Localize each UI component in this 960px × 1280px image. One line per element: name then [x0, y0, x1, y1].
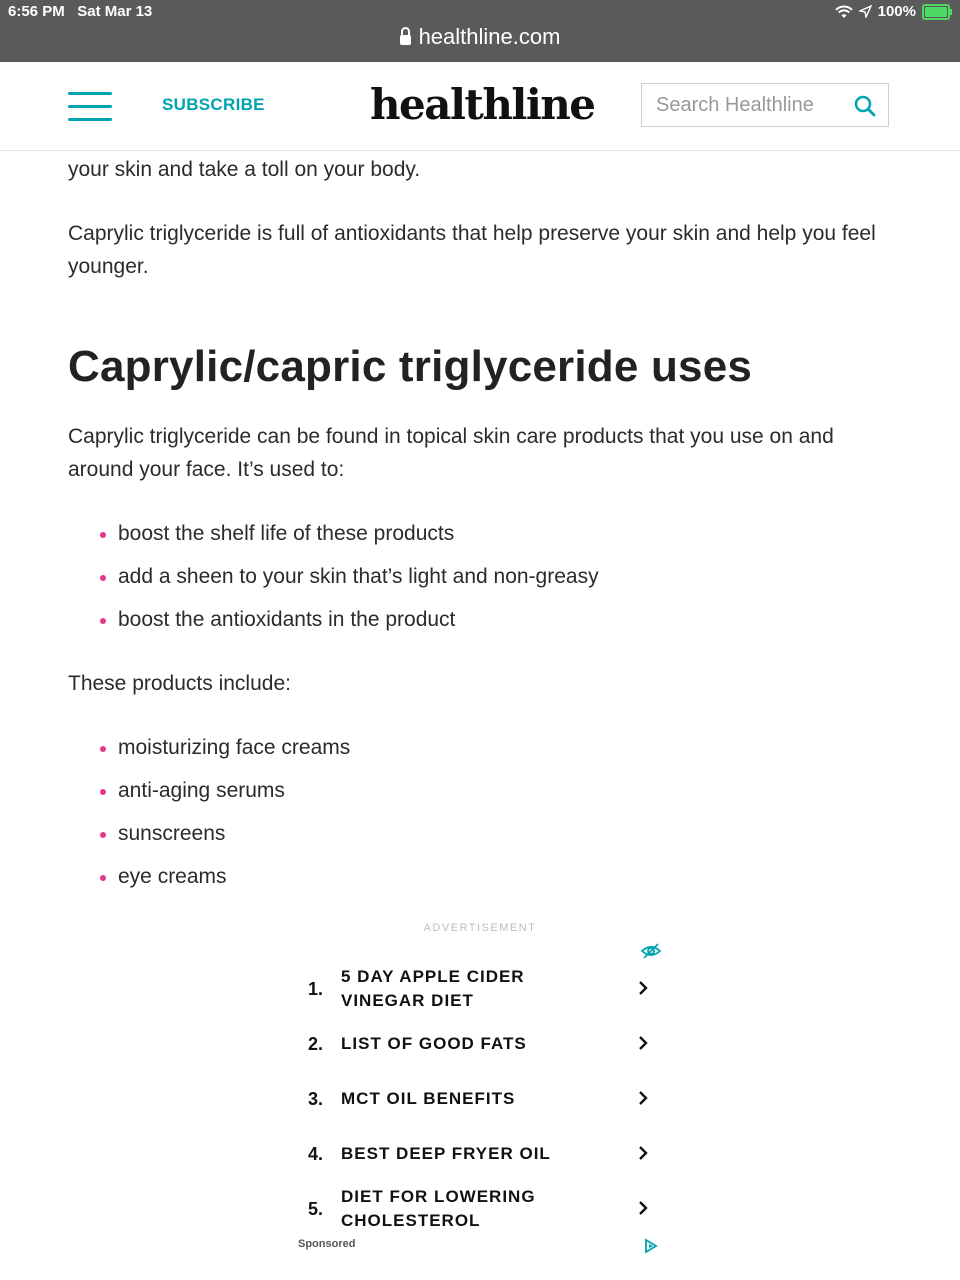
ad-item-text[interactable]: LIST OF GOOD FATS — [341, 1034, 527, 1053]
search-box[interactable] — [641, 83, 889, 127]
paragraph: your skin and take a toll on your body. — [68, 158, 421, 181]
healthline-logo[interactable]: healthline — [370, 80, 595, 129]
list-item: boost the shelf life of these products — [68, 517, 898, 560]
sponsored-search-ad — [296, 940, 666, 1260]
advertisement-label: ADVERTISEMENT — [423, 922, 537, 934]
list-item: add a sheen to your skin that’s light and non-greasy — [68, 560, 898, 603]
sponsored-label: Sponsored — [298, 1238, 356, 1250]
uses-list — [68, 517, 898, 646]
list-item: boost the antioxidants in the product — [68, 603, 898, 646]
paragraph: Caprylic triglyceride is full of antioxidants that help preserve your skin and help you feel younger. — [68, 222, 876, 278]
lock-icon — [400, 35, 411, 45]
list-item: sunscreens — [68, 817, 898, 860]
chevron-right-icon[interactable] — [638, 1036, 648, 1050]
browser-chrome — [0, 0, 960, 62]
date-text: Sat Mar 13 — [77, 3, 153, 20]
site-header — [0, 62, 960, 151]
list-item: eye creams — [68, 860, 898, 903]
battery-percent: 100% — [877, 3, 916, 20]
ad-link-item[interactable] — [308, 964, 648, 1014]
status-indicators — [835, 3, 950, 20]
ad-item-number: 1. — [308, 978, 324, 999]
location-arrow-icon — [859, 5, 872, 18]
list-item: moisturizing face creams — [68, 731, 898, 774]
section-heading: Caprylic/capric triglyceride uses — [68, 342, 753, 391]
ad-item-text[interactable]: MCT OIL BENEFITS — [341, 1089, 516, 1108]
url-text[interactable]: healthline.com — [418, 24, 561, 49]
adchoices-icon[interactable] — [644, 1238, 658, 1254]
subscribe-link[interactable]: SUBSCRIBE — [162, 95, 265, 114]
ad-item-number: 4. — [308, 1143, 324, 1164]
search-icon[interactable] — [854, 95, 876, 117]
ad-item-text[interactable]: DIET FOR LOWERING CHOLESTEROL — [341, 1187, 536, 1230]
ad-link-item[interactable] — [308, 1074, 648, 1124]
chevron-right-icon[interactable] — [638, 1201, 648, 1215]
ad-item-text[interactable]: BEST DEEP FRYER OIL — [341, 1144, 551, 1163]
ad-link-item[interactable] — [308, 1019, 648, 1069]
wifi-icon — [835, 5, 853, 19]
paragraph: Caprylic triglyceride can be found in topical skin care products that you use on and around your face. It’s used to: — [68, 425, 834, 481]
list-item: anti-aging serums — [68, 774, 898, 817]
chevron-right-icon[interactable] — [638, 1091, 648, 1105]
paragraph: These products include: — [68, 672, 291, 695]
ad-item-text[interactable]: 5 DAY APPLE CIDER VINEGAR DIET — [341, 967, 525, 1010]
address-bar[interactable] — [0, 24, 960, 50]
hide-ad-eye-icon[interactable] — [640, 942, 662, 960]
article-body — [68, 150, 898, 903]
ad-link-item[interactable] — [308, 1129, 648, 1179]
time-text: 6:56 PM — [8, 3, 65, 20]
ad-item-number: 2. — [308, 1033, 324, 1054]
ad-link-item[interactable] — [308, 1184, 648, 1234]
search-input[interactable] — [654, 84, 858, 126]
products-list — [68, 731, 898, 903]
status-time — [8, 3, 152, 20]
menu-icon[interactable] — [68, 92, 112, 122]
battery-icon — [922, 4, 950, 20]
chevron-right-icon[interactable] — [638, 1146, 648, 1160]
ad-item-number: 3. — [308, 1088, 324, 1109]
ad-item-number: 5. — [308, 1198, 324, 1219]
chevron-right-icon[interactable] — [638, 981, 648, 995]
